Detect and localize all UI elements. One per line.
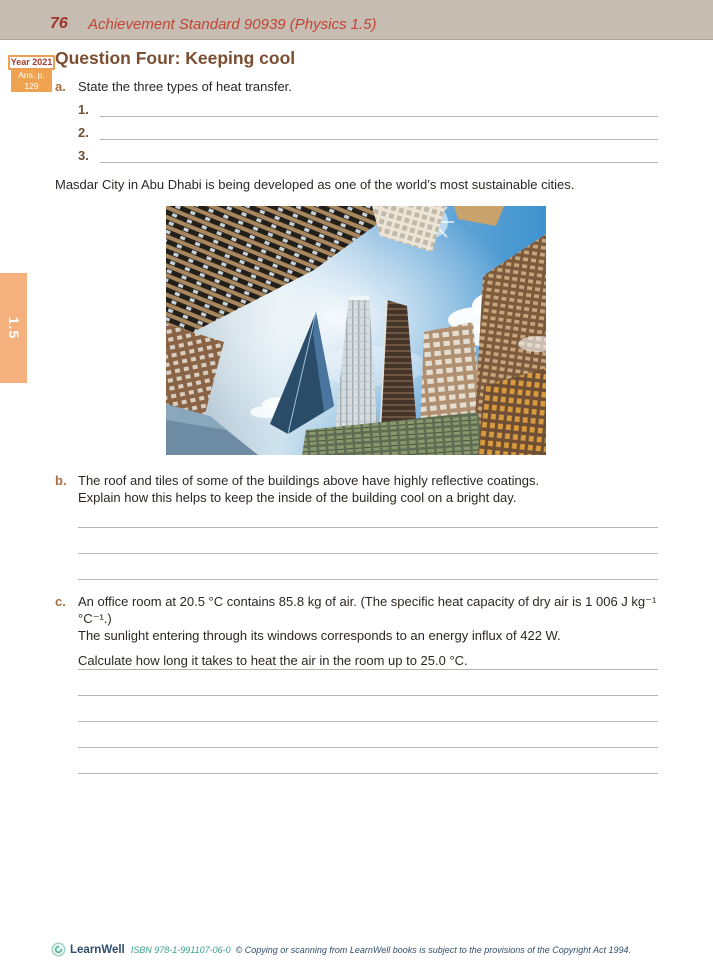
isbn-text: ISBN 978-1-991107-06-0 [130, 944, 231, 955]
part-a-label: a. [55, 79, 66, 94]
answer-line-1 [78, 102, 658, 117]
part-c-label: c. [55, 594, 66, 609]
chapter-side-tab-label: 1.5 [5, 316, 22, 340]
answer-rule [100, 148, 658, 163]
answer-rule [78, 721, 658, 722]
answer-line-3 [78, 148, 658, 163]
intro-text: Masdar City in Abu Dhabi is being developed as one of the world’s most sustainable cities. [55, 177, 575, 192]
answer-rule [78, 579, 658, 580]
answer-rule [78, 669, 658, 670]
answer-line-2 [78, 125, 658, 140]
answer-line-2-number: 2. [78, 125, 89, 140]
part-b-prompt-line-2: Explain how this helps to keep the inside of the building cool on a bright day. [78, 490, 517, 505]
page-number: 76 [50, 15, 68, 32]
part-b-prompt-line-1: The roof and tiles of some of the buildings above have highly reflective coatings. [78, 473, 540, 488]
copyright-text: © Copying or scanning from LearnWell books is subject to the provisions of the Copyright Act 1994. [235, 944, 631, 955]
part-b [55, 472, 658, 506]
answer-line-1-number: 1. [78, 102, 89, 117]
answer-page-badge: Ans. p. 129 [11, 70, 52, 92]
part-a-prompt: State the three types of heat transfer. [78, 79, 292, 94]
skyscrapers-illustration [166, 206, 546, 455]
answer-rule [78, 747, 658, 748]
page-footer [51, 942, 631, 957]
year-badge: Year 2021 [8, 55, 55, 70]
buildings-photo [166, 206, 546, 455]
part-c-prompt-line-2: The sunlight entering through its windows corresponds to an energy influx of 422 W. [78, 628, 561, 643]
part-b-label: b. [55, 473, 67, 488]
part-c-prompt-line-1: An office room at 20.5 °C contains 85.8 kg of air. (The specific heat capacity of dry air is 1 006 J kg⁻¹ °C⁻¹.) [78, 594, 657, 626]
part-c-task-line: Calculate how long it takes to heat the air in the room up to 25.0 °C. [78, 653, 468, 668]
page-header [0, 0, 713, 40]
answer-rule [78, 695, 658, 696]
year-answer-badge [8, 55, 55, 92]
answer-rule [78, 527, 658, 528]
header-title: Achievement Standard 90939 (Physics 1.5) [88, 16, 377, 33]
answer-rule [78, 553, 658, 554]
learnwell-logo-icon [51, 942, 66, 957]
answer-rule [78, 773, 658, 774]
chapter-side-tab [0, 273, 27, 383]
part-a [55, 78, 658, 95]
answer-rule [100, 125, 658, 140]
brand-name: LearnWell [70, 943, 125, 956]
answer-line-3-number: 3. [78, 148, 89, 163]
answer-rule [100, 102, 658, 117]
part-c [55, 593, 658, 669]
question-title: Question Four: Keeping cool [55, 48, 296, 68]
